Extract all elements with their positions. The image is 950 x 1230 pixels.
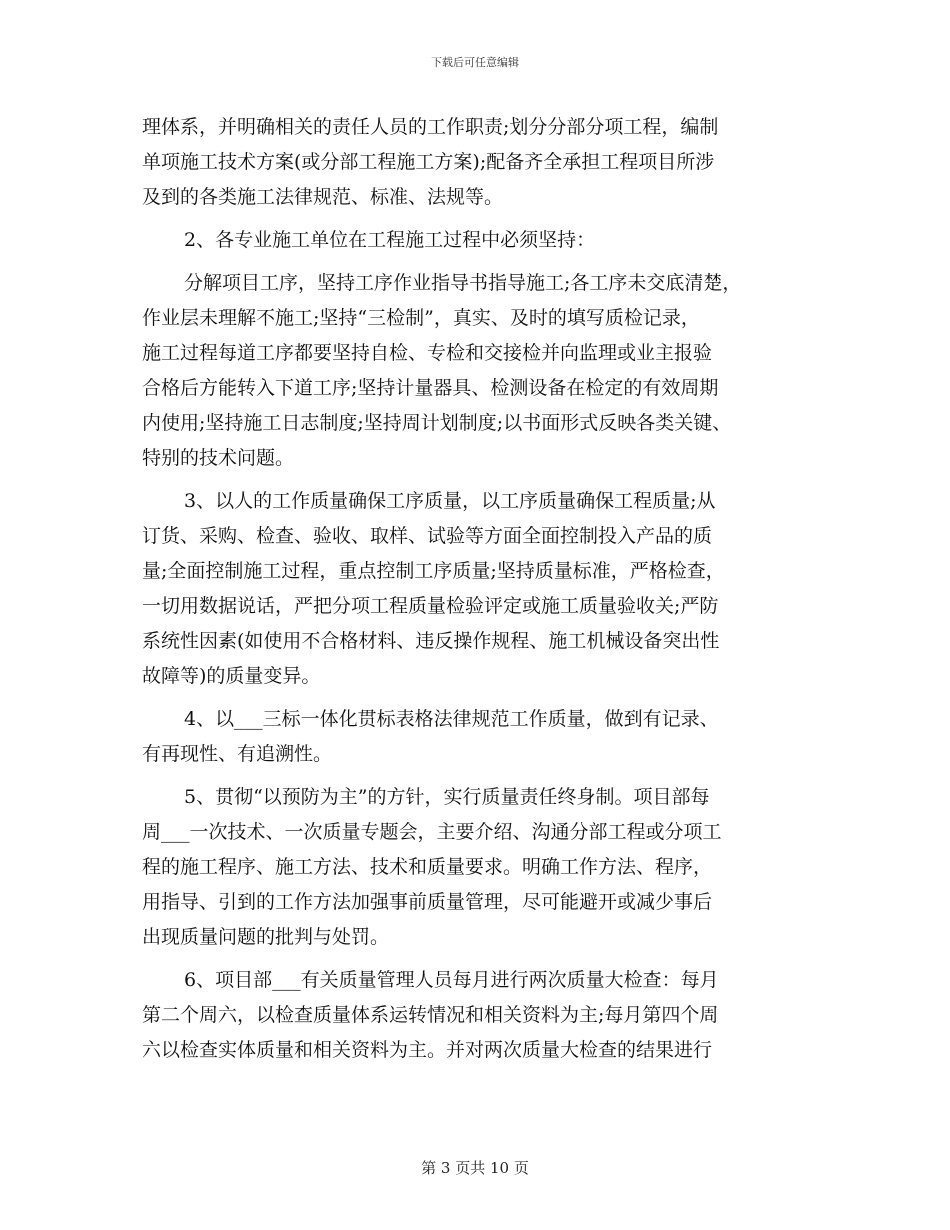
paragraph-line: 2、各专业施工单位在工程施工过程中必须坚持： xyxy=(184,229,596,251)
document-body xyxy=(142,110,832,1068)
paragraph-line: 作业层未理解不施工;坚持“三检制”，真实、及时的填写质检记录， xyxy=(142,307,700,329)
paragraph-line: 合格后方能转入下道工序;坚持计量器具、检测设备在检定的有效周期 xyxy=(142,377,719,399)
paragraph-gap xyxy=(142,476,832,484)
paragraph-line: 单项施工技术方案(或分部工程施工方案);配备齐全承担工程项目所涉 xyxy=(142,151,715,173)
paragraph-gap xyxy=(142,772,832,780)
paragraph-line: 施工过程每道工序都要坚持自检、专检和交接检并向监理或业主报验 xyxy=(142,342,713,364)
paragraph xyxy=(142,702,832,772)
paragraph-line: 故障等)的质量变异。 xyxy=(142,665,321,687)
paragraph-line: 有再现性、有追溯性。 xyxy=(142,743,333,765)
paragraph-line: 特别的技术问题。 xyxy=(142,447,295,469)
paragraph-line: 周___一次技术、一次质量专题会，主要介绍、沟通分部工程或分项工 xyxy=(142,821,722,843)
paragraph-line: 用指导、引到的工作方法加强事前质量管理，尽可能避开或减少事后 xyxy=(142,891,713,913)
paragraph-line: 第二个周六，以检查质量体系运转情况和相关资料为主;每月第四个周 xyxy=(142,1004,719,1026)
paragraph-line: 程的施工程序、施工方法、技术和质量要求。明确工作方法、程序， xyxy=(142,856,713,878)
paragraph-line: 出现质量问题的批判与处罚。 xyxy=(142,926,390,948)
page-header: 下载后可任意编辑 xyxy=(431,56,519,69)
paragraph-line: 分解项目工序，坚持工序作业指导书指导施工;各工序未交底清楚， xyxy=(184,272,742,294)
paragraph-line: 量;全面控制施工过程，重点控制工序质量;坚持质量标准，严格检查， xyxy=(142,560,725,582)
paragraph-line: 订货、采购、检查、验收、取样、试验等方面全面控制投入产品的质 xyxy=(142,525,713,547)
paragraph-gap xyxy=(142,694,832,702)
paragraph-gap xyxy=(142,955,832,963)
paragraph-line: 3、以人的工作质量确保工序质量，以工序质量确保工程质量;从 xyxy=(184,490,716,512)
paragraph xyxy=(142,223,832,258)
paragraph xyxy=(142,484,832,694)
paragraph xyxy=(142,963,832,1068)
page-footer: 第 3 页共 10 页 xyxy=(421,1159,529,1177)
paragraph-line: 6、项目部___有关质量管理人员每月进行两次质量大检查：每月 xyxy=(184,969,719,991)
paragraph-line: 六以检查实体质量和相关资料为主。并对两次质量大检查的结果进行 xyxy=(142,1039,713,1061)
paragraph xyxy=(142,266,832,476)
paragraph-line: 一切用数据说话，严把分项工程质量检验评定或施工质量验收关;严防 xyxy=(142,595,719,617)
paragraph-line: 5、贯彻“以预防为主”的方针，实行质量责任终身制。项目部每 xyxy=(184,786,710,808)
paragraph-line: 4、以___三标一体化贯标表格法律规范工作质量，做到有记录、 xyxy=(184,708,719,730)
paragraph-line: 理体系，并明确相关的责任人员的工作职责;划分分部分项工程，编制 xyxy=(142,116,719,138)
paragraph-line: 及到的各类施工法律规范、标准、法规等。 xyxy=(142,186,504,208)
paragraph-line: 内使用;坚持施工日志制度;坚持周计划制度;以书面形式反映各类关键、 xyxy=(142,412,732,434)
paragraph-gap xyxy=(142,215,832,223)
paragraph xyxy=(142,110,832,215)
paragraph-gap xyxy=(142,258,832,266)
paragraph-line: 系统性因素(如使用不合格材料、违反操作规程、施工机械设备突出性 xyxy=(142,630,720,652)
paragraph xyxy=(142,780,832,955)
